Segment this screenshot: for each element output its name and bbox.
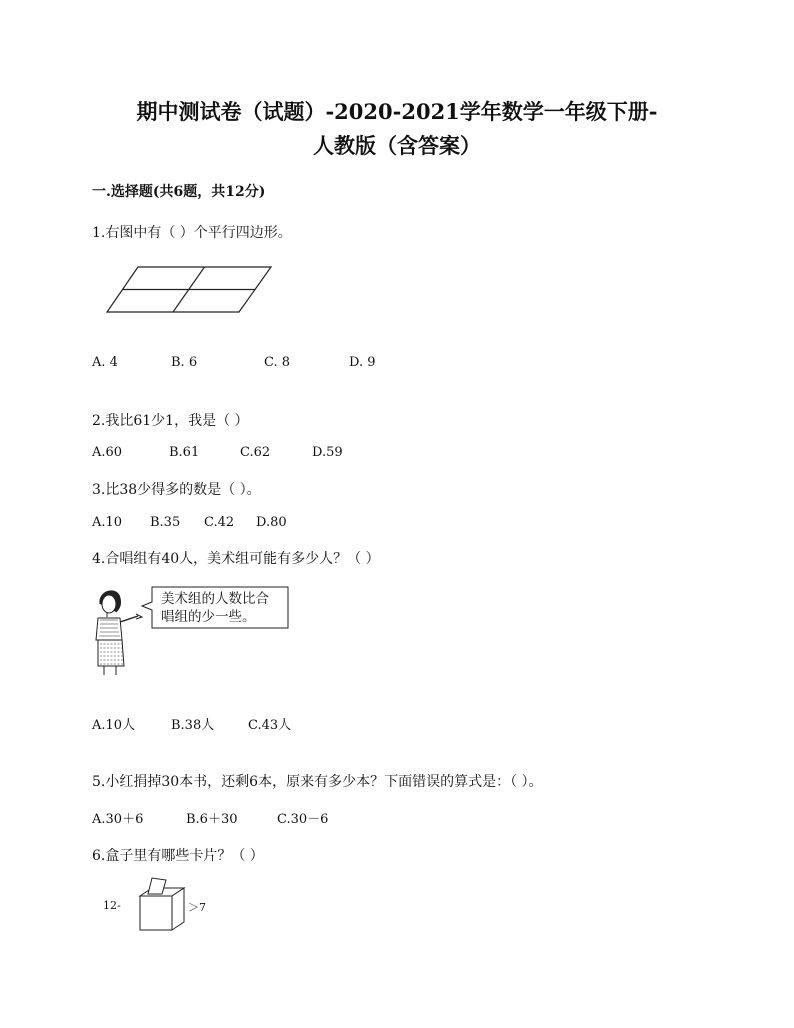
q3-option-b[interactable]: B.35: [150, 515, 181, 530]
q1-option-c[interactable]: C. 8: [264, 355, 291, 370]
q4-option-a[interactable]: A.10人: [92, 718, 136, 733]
document-title-line2: 人教版（含答案）: [313, 133, 481, 158]
question-2: 2.我比61少1，我是（ ）: [92, 413, 249, 429]
question-1: 1.右图中有（ ）个平行四边形。: [92, 225, 292, 241]
box-label-right: ＞7: [188, 901, 206, 914]
q1-option-d[interactable]: D. 9: [349, 355, 376, 370]
q3-option-d[interactable]: D.80: [256, 515, 287, 530]
q2-option-c[interactable]: C.62: [240, 445, 271, 460]
question-6: 6.盒子里有哪些卡片？（ ）: [92, 848, 264, 864]
q3-option-c[interactable]: C.42: [204, 515, 235, 530]
q4-option-c[interactable]: C.43人: [248, 718, 292, 733]
q5-option-b[interactable]: B.6＋30: [186, 812, 238, 827]
speech-bubble-line2: 唱组的少一些。: [161, 609, 256, 625]
card-box-figure: [126, 876, 184, 932]
section-heading: 一.选择题(共6题，共12分): [92, 184, 266, 200]
question-4: 4.合唱组有40人，美术组可能有多少人？（ ）: [92, 551, 380, 567]
document-title-line1: 期中测试卷（试题）-2020-2021学年数学一年级下册-: [136, 99, 658, 124]
q1-option-b[interactable]: B. 6: [171, 355, 198, 370]
q4-option-b[interactable]: B.38人: [171, 718, 215, 733]
parallelogram-figure: [106, 266, 272, 314]
q3-option-a[interactable]: A.10: [92, 515, 123, 530]
question-5: 5.小红捐掉30本书，还剩6本，原来有多少本？下面错误的算式是：（ ）。: [92, 774, 543, 790]
q2-option-b[interactable]: B.61: [169, 445, 200, 460]
q2-option-d[interactable]: D.59: [312, 445, 343, 460]
q2-option-a[interactable]: A.60: [92, 445, 123, 460]
q5-option-c[interactable]: C.30－6: [277, 812, 329, 827]
q1-option-a[interactable]: A. 4: [92, 355, 118, 370]
box-label-left: 12-: [103, 899, 121, 912]
speech-bubble-line1: 美术组的人数比合: [161, 591, 269, 607]
q5-option-a[interactable]: A.30＋6: [92, 812, 144, 827]
question-3: 3.比38少得多的数是（ ）。: [92, 482, 261, 498]
